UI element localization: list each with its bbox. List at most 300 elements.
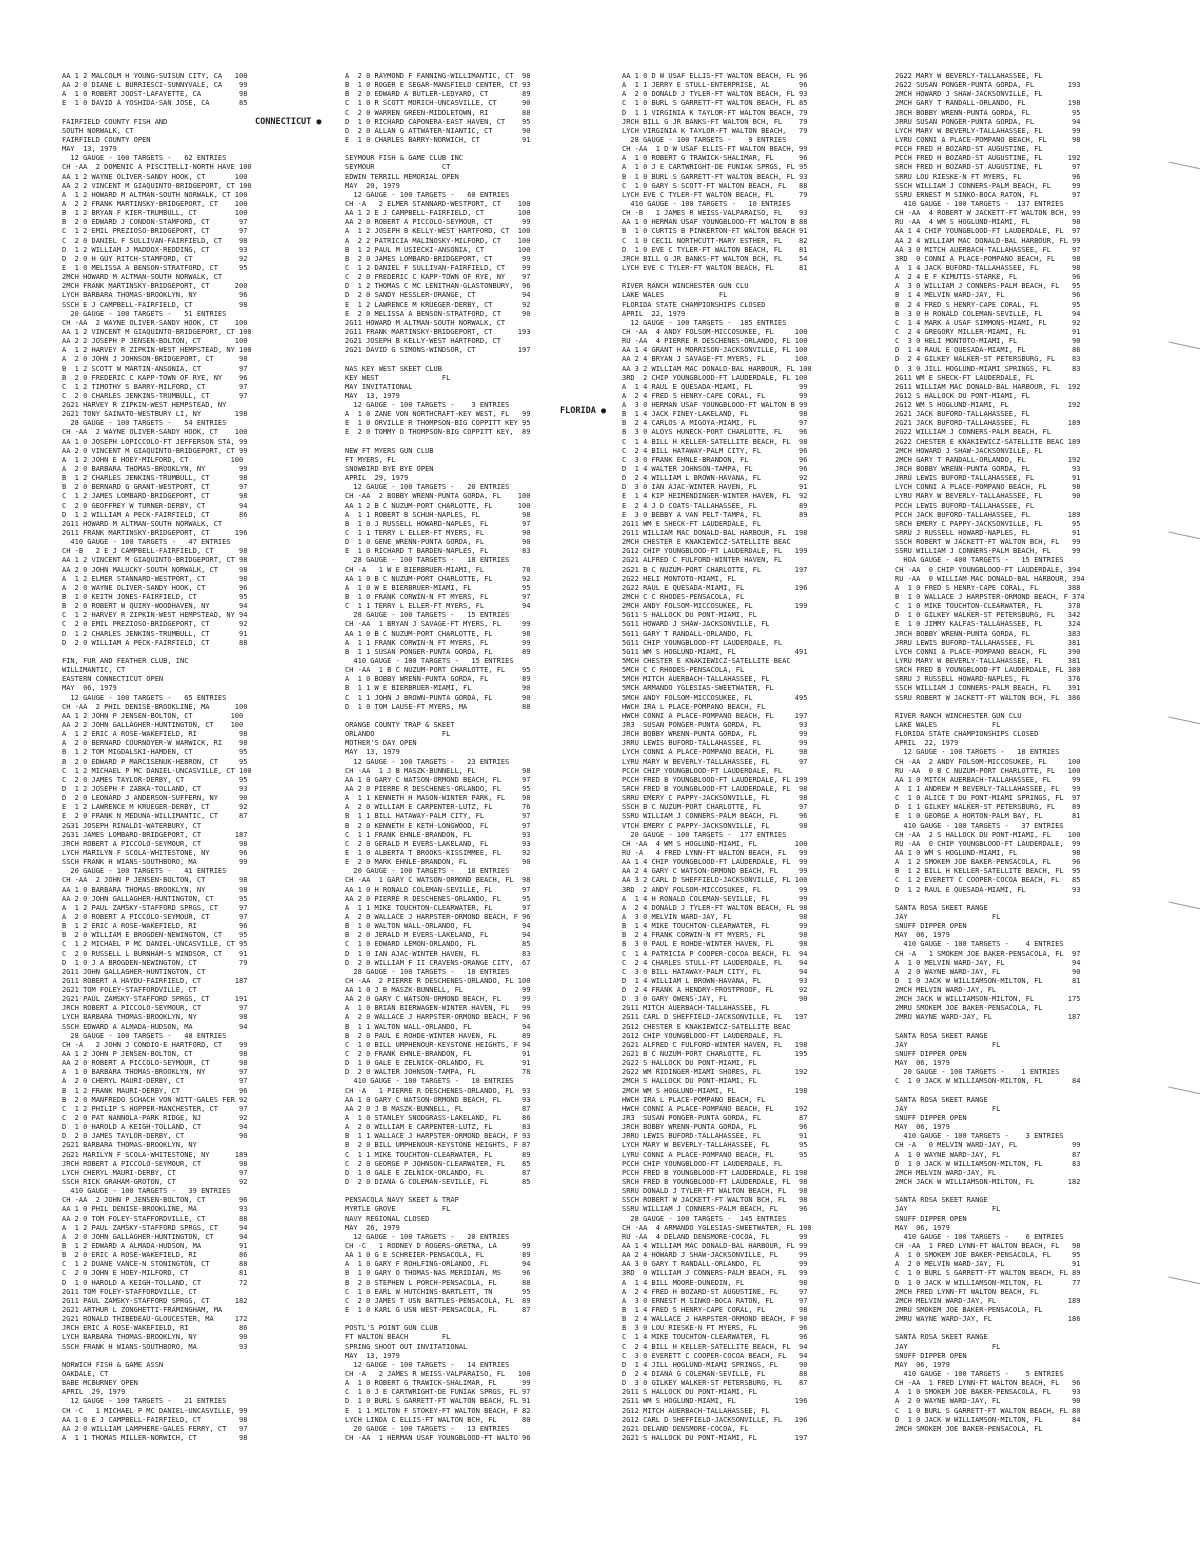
result-line: E 1 0 GEORGE A HORTON-PALM BAY, FL 81 (895, 812, 1081, 821)
result-line (895, 1187, 1163, 1196)
result-line: 5MCH ANDY FOLSOM-MICCOSUKEE, FL 495 (622, 693, 808, 702)
result-line: CH -AA 0 CHIP YOUNGBLOOD-FT LAUDERDALE, 394 (895, 565, 1081, 574)
result-line: SRCH EMERY C PAPPY-JACKSONVILLE, FL 95 (895, 519, 1081, 528)
result-line: SSRU WILLIAM J CONNERS-PALM BEACH, FL 96 (622, 1205, 808, 1214)
result-line: 2G21 TOM FOLEY-STAFFORDVILLE, CT (62, 986, 197, 995)
result-line: D 1 1 VIRGINIA K TAYLOR-FT WALTON BEACH, 79 (622, 108, 808, 117)
result-line: 5MCH C C RHODES-PENSACOLA, FL (622, 666, 745, 675)
result-line: LYRU MARY W BEVERLY-TALLAHASSEE, FL 381 (895, 657, 1081, 665)
result-line: A 1 2 JOHN E HOEY-MILFORD, CT 100 (62, 455, 244, 464)
result-line: D 1 1 GILKEY WALKER-ST PETERSBURG, FL 89 (895, 803, 1081, 812)
result-line: 2MCH JACK W WILLIAMSON-MILTON, FL 175 (895, 995, 1081, 1004)
result-line (345, 712, 613, 721)
result-line: AA 1 2 MALCOLM H YOUNG-SUISUN CITY, CA 100 (62, 72, 248, 80)
result-line: C 1 2 MICHAEL P MC DANIEL-UNCASVILLE, CT 100 (62, 766, 252, 775)
result-line: 410 GAUGE - 100 TARGETS - 5 ENTRIES (895, 1369, 1064, 1378)
result-line: 2G11 PAUL ZAMSKY-STAFFORD SPRGS, CT 182 (62, 1296, 248, 1305)
result-line: 410 GAUGE - 100 TARGETS - 3 ENTRIES (895, 1132, 1064, 1141)
result-line: E 1 0 ORVILLE R THOMPSON-BIG COPPITT KEY 95 (345, 419, 531, 428)
result-line: 410 GAUGE - 100 TARGETS - 10 ENTRIES (622, 199, 791, 208)
result-line: D 2 4 WILLIAM L BROWN-HAVANA, FL 92 (622, 474, 808, 483)
result-line: C 1 1 TERRY L ELLER-FT MYERS, FL 94 (345, 602, 531, 611)
result-line: 410 GAUGE - 100 TARGETS - 47 ENTRIES (62, 538, 231, 547)
result-line: AA 1 2 VINCENT M GIAQUINTO-BRIDGEPORT, CT 100 (62, 327, 252, 336)
result-line: LYCH BARBARA THOMAS-BROOKLYN, NY 96 (62, 291, 248, 300)
result-line: CH -A 2 ELMER STANNARD-WESTPORT, CT 100 (345, 199, 531, 208)
result-line: CH -AA 4 ROBERT W JACKETT-FT WALTON BCH, 99 (895, 209, 1081, 218)
result-line: D 2 0 DIANA G COLEMAN-SEVILLE, FL 85 (345, 1178, 531, 1187)
result-line: 2MCH FRANK MARTINSKY-BRIDGEPORT, CT 200 (62, 282, 248, 291)
result-line: C 2 4 GREGORY MILLER-MIAMI, FL 91 (895, 327, 1081, 336)
result-line: 28 GAUGE - 100 TARGETS - 9 ENTRIES (622, 135, 787, 144)
result-line: 2MCH MELVIN WARD-JAY, FL (895, 986, 997, 995)
result-line: 2MRU WAYNE WARD-JAY, FL 186 (895, 1315, 1081, 1324)
result-line: 2MCH HOWARD J SHAW-JACKSONVILLE, FL (895, 446, 1043, 455)
result-line (895, 895, 1163, 904)
result-line: MAY 06, 1979 (62, 684, 117, 693)
result-line: JAY FL (895, 1104, 1001, 1113)
result-line (345, 1315, 613, 1324)
result-line: JRRU SUSAN PONGER-PUNTA GORDA, FL 94 (895, 117, 1081, 126)
margin-mark (1168, 1086, 1200, 1095)
result-line: SSCH WILLIAM J CONNERS-PALM BEACH, FL 99 (895, 181, 1081, 190)
result-line: MAY 20, 1979 (345, 181, 400, 190)
result-line: E 1 0 JIMMY KALFAS-TALLAHASSEE, FL 324 (895, 620, 1081, 629)
result-line: D 1 4 WALTER JOHNSON-TAMPA, FL 96 (622, 465, 808, 474)
result-line: AA 3 0 GARY T RANDALL-ORLANDO, FL 99 (622, 1260, 808, 1269)
result-line: RU -AA 4 PIERRE R DESCHENES-ORLANDO, FL 100 (622, 337, 808, 346)
result-line: AA 1 4 CHIP YOUNGBLOOD-FT LAUDERDALE, FL 99 (622, 858, 808, 867)
result-line: A 1 1 JERRY E STULL-ENTERPRISE, AL 96 (622, 81, 808, 90)
result-line: AA 1 0 WM S HOGLUND-MIAMI, FL 98 (895, 848, 1081, 857)
result-line: C 2 0 GEORGE P JOHNSON-CLEARWATER, FL 85 (345, 1159, 531, 1168)
result-line: C 1 4 MIKE TOUCHTON-CLEARWATER, FL 96 (622, 1333, 808, 1342)
result-line: A 2 0 WAYNE OLIVER-SANDY HOOK, CT 96 (62, 583, 248, 592)
result-line: AA 1 0 B C NUZUM-PORT CHARLOTTE, FL 92 (345, 574, 531, 583)
result-line: 2G11 WILLIAM MAC DONALD-BAL HARBOUR, FL 198 (622, 529, 808, 538)
result-line: AA 1 0 B C NUZUM-PORT CHARLOTTE, FL 98 (345, 629, 531, 638)
result-line: MAY 06, 1979 (895, 1360, 950, 1369)
result-line: B 2 0 ROBERT W QUIRY-WOODHAVEN, NY 94 (62, 602, 248, 611)
result-line: 2G21 TONY SAINATO-WESTBURY LI, NY 198 (62, 410, 248, 419)
result-line: JAY FL (895, 1342, 1001, 1351)
result-line: A 1 4 H RONALD COLEMAN-SEVILLE, FL 99 (622, 894, 808, 903)
result-line: 2G21 B C NUZUM-PORT CHARLOTTE, FL 197 (622, 565, 808, 574)
result-line: 2G22 S HALLOCK DU PONT-MIAMI, FL (622, 1059, 757, 1068)
result-line: SSCH ROBERT W JACKETT-FT WALTON BCH, FL 99 (895, 538, 1081, 547)
result-line: C 1 0 BURL S GARRETT-FT WALTON BEACH, FL 89 (895, 1269, 1081, 1278)
result-line: 5G11 HOWARD J SHAW-JACKSONVILLE, FL (622, 620, 770, 629)
result-line: SANTA ROSA SKEET RANGE (895, 1196, 988, 1205)
margin-mark (1168, 901, 1200, 910)
result-line: CH -AA 1 FRED LYNN-FT WALTON BEACH, FL 96 (895, 1379, 1081, 1388)
result-line: NEW FT MYERS GUN CLUB (345, 446, 434, 455)
result-line: AA 1 0 G E SCHREIER-PENSACOLA, FL 89 (345, 1251, 531, 1260)
result-line: AA 1 0 BARBARA THOMAS-BROOKLYN, NY 98 (62, 885, 248, 894)
result-line: WILLIMANTIC, CT (62, 666, 126, 675)
result-line: LYCH EVE C TYLER-FT WALTON BEACH, FL 81 (622, 263, 808, 272)
result-line: HWCH CONNI A PLACE-POMPANO BEACH, FL 192 (622, 1104, 808, 1113)
result-line: SSCH WILLIAM J CONNERS-PALM BEACH, FL 391 (895, 684, 1081, 693)
result-line: C 2 0 FRANK EHNLE-BRANDON, FL 91 (345, 1050, 531, 1059)
result-line: C 3 0 HELI MONTOTO-MIAMI, FL 90 (895, 337, 1081, 346)
result-line: EASTERN CONNECTICUT OPEN (62, 675, 164, 684)
result-line: LYCH CONNI A PLACE-POMPANO BEACH, FL 98 (895, 483, 1081, 492)
result-line: C 2 0 JOHN E HOEY-MILFORD, CT 81 (62, 1269, 248, 1278)
result-line: 12 GAUGE - 100 TARGETS - 23 ENTRIES (345, 757, 510, 766)
result-line: AA 2 0 JOHN GALLAGHER-HUNTINGTON, CT 95 (62, 894, 248, 903)
result-line: BABE MCBURNEY OPEN (62, 1379, 138, 1388)
result-line: 3RD 0 CONNI A PLACE-POMPANO BEACH, FL 98 (895, 254, 1081, 263)
result-line: 2G21 RONALD THIBEDEAU-GLOUCESTER, MA 172 (62, 1315, 248, 1324)
result-line: A 2 0 WAYNE WARD-JAY, FL 90 (895, 967, 1081, 976)
result-line: 2MCH FRED LYNN-FT WALTON BEACH, FL (895, 1287, 1039, 1296)
result-line: SRRU LOU RIESKE-N FT MYERS, FL 96 (895, 172, 1081, 181)
result-line (622, 273, 890, 282)
result-line: SNOWBIRD BYE BYE OPEN (345, 465, 434, 474)
result-line: 3RD 2 CHIP YOUNGBLOOD-FT LAUDERDALE, FL 100 (622, 373, 808, 382)
result-line: MAY 06, 1979 (895, 931, 950, 940)
result-line: LYCH MARY W BEVERLY-TALLAHASSEE, FL 99 (895, 126, 1081, 135)
result-line: 2G22 WILLIAM J CONNERS-PALM BEACH, FL (895, 428, 1051, 437)
result-line: B 1 1 BILL HATAWAY-PALM CITY, FL 97 (345, 812, 531, 821)
result-line: 28 GAUGE - 100 TARGETS - 18 ENTRIES (345, 967, 510, 976)
result-line: C 1 0 MIKE TOUCHTON-CLEARWATER, FL 378 (895, 602, 1081, 611)
result-line: 12 GAUGE - 100 TARGETS - 65 ENTRIES (62, 693, 227, 702)
result-line: B 1 1 SUSAN PONGER-PUNTA GORDA, FL 89 (345, 647, 531, 656)
result-line: RIVER RANCH WINCHESTER GUN CLU (895, 711, 1022, 720)
result-line: AA 2 2 JOSEPH P JENSEN-BOLTON, CT 100 (62, 337, 248, 346)
result-line: 2G21 ARTHUR L ZONGHETTI-FRAMINGHAM, MA (62, 1305, 223, 1314)
result-line: C 2 4 CHARLES STULL-FT LAUDERDALE, FL 94 (622, 958, 808, 967)
result-line: 2G22 SUSAN PONGER-PUNTA GORDA, FL 193 (895, 81, 1081, 90)
margin-mark (1168, 341, 1200, 350)
result-line: D 2 0 JAMES TAYLOR-DERBY, CT 90 (62, 1132, 248, 1141)
result-line: AA 1 0 GARY C WATSON-ORMOND BEACH, FL 93 (345, 1095, 531, 1104)
result-line: AA 2 0 PIERRE R DESCHENES-ORLANDO, FL 95 (345, 784, 531, 793)
margin-mark (1168, 716, 1200, 725)
result-line: JRRU LEWIS BUFORD-TALLAHASSEE, FL 99 (622, 739, 808, 748)
result-line: B 2 0 JERALD M EVERS-LAKELAND, FL 94 (345, 931, 531, 940)
result-line: AA 2 0 ROBERT A PICCOLO-SEYMOUR, CT 99 (345, 218, 531, 227)
result-line: D 1 2 THOMAS C MC LENITHAN-GLASTONBURY, 96 (345, 282, 531, 291)
result-line: B 1 0 FRANK CORWIN-N FT MYERS, FL 97 (345, 593, 531, 602)
result-line: D 1 0 JACK W WILLIAMSON-MILTON, FL 84 (895, 1415, 1081, 1424)
result-line: CH -AA 2 WAYNE OLIVER-SANDY HOOK, CT 100 (62, 428, 248, 437)
result-line: SNUFF DIPPER OPEN (895, 1114, 967, 1123)
result-line: 20 GAUGE - 100 TARGETS - 177 ENTRIES (622, 830, 787, 839)
result-line: AA 1 0 H RONALD COLEMAN-SEVILLE, FL 97 (345, 885, 531, 894)
result-line: ORLANDO FL (345, 730, 451, 739)
result-line: LAKE WALES FL (895, 720, 1001, 729)
result-line: A 1 2 HARVEY R ZIPKIN-WEST HEMPSTEAD, NY 100 (62, 346, 252, 355)
result-line: JRRU LEWIS BUFORD-TALLAHASSEE, FL 91 (622, 1132, 808, 1141)
result-line: C 2 0 EMIL PREZIOSO-BRIDGEPORT, CT 92 (62, 620, 248, 629)
result-line: RU -AA 0 WILLIAM MAC DONALD-BAL HARBOUR, 394 (895, 574, 1085, 583)
result-line: CH -B 2 E J CAMPBELL-FAIRFIELD, CT 98 (62, 547, 248, 556)
result-line: CH -AA 2 WAYNE OLIVER-SANDY HOOK, CT 100 (62, 318, 248, 327)
result-line: A 1 2 PAUL ZAMSKY-STAFFORD SPRGS, CT 97 (62, 903, 248, 912)
result-line: 2MCH C C RHODES-PENSACOLA, FL (622, 593, 745, 602)
result-line: LYCH MARILYN F SCOLA-WHITESTONE, NY 96 (62, 848, 248, 857)
result-line: SSRU WILLIAM J CONNERS-PALM BEACH, FL 99 (895, 547, 1081, 556)
result-line: OAKDALE, CT (62, 1369, 109, 1378)
result-line: AA 2 4 WILLIAM MAC DONALD-BAL HARBOUR, FL 99 (895, 236, 1081, 245)
result-line: B 2 0 BERNARD G GRANT-WESTPORT, CT 97 (62, 483, 248, 492)
result-line: D 1 0 RICHARD CAPONERA-EAST HAVEN, CT 95 (345, 117, 531, 126)
result-line (345, 438, 613, 447)
result-line: SRRU J RUSSELL HOWARD-NAPLES, FL 376 (895, 675, 1081, 684)
result-line: FAIRFIELD COUNTY FISH AND (62, 117, 168, 126)
result-line: SANTA ROSA SKEET RANGE (895, 1031, 988, 1040)
result-line: HWCH IRA L PLACE-POMPANO BEACH, FL (622, 702, 766, 711)
results-column-2 (345, 72, 613, 1532)
result-line: B 1 0 J RUSSELL HOWARD-NAPLES, FL 97 (345, 519, 531, 528)
result-line: CH -AA 1 HERMAN USAF YOUNGBLOOD-FT WALTO 96 (345, 1433, 531, 1442)
result-line: MAY 13, 1979 (345, 1351, 400, 1360)
state-marker-connecticut: CONNECTICUT ● (255, 117, 322, 127)
result-line: PCCH JACK BUFORD-TALLAHASSEE, FL 189 (895, 510, 1081, 519)
result-line: AA 2 0 TOM FOLEY-STAFFORDVILLE, CT 88 (62, 1214, 248, 1223)
result-line: AA 1 2 WAYNE OLIVER-SANDY HOOK, CT 100 (62, 172, 248, 181)
result-line: D 3 0 JILL HOGLUND-MIAMI SPRINGS, FL 83 (895, 364, 1081, 373)
result-line: PCCH LEWIS BUFORD-TALLAHASSEE, FL (895, 501, 1035, 510)
results-column-4 (895, 72, 1163, 1532)
result-line: 12 GAUGE - 100 TARGETS - 20 ENTRIES (345, 483, 510, 492)
result-line: JR3 SUSAN PONGER-PUNTA GORDA, FL 93 (622, 720, 808, 729)
result-line: PCCH FRED B YOUNGBLOOD-FT LAUDERDALE, FL 198 (622, 1168, 808, 1177)
result-line: CH -AA 2 BOBBY WRENN-PUNTA GORDA, FL 100 (345, 492, 531, 501)
result-line: LYCH CONNI A PLACE-POMPANO BEACH, FL 98 (622, 748, 808, 757)
result-line: B 1 2 ERIC A ROSE-WAKEFIELD, RI 96 (62, 922, 248, 931)
result-line: MAY 13, 1979 (345, 748, 400, 757)
result-line: D 3 0 GILKEY WALKER-ST PETERSBURG, FL 87 (622, 1379, 808, 1388)
result-line: CH -A 1 PIERRE R DESCHENES-ORLANDO, FL 93 (345, 1086, 531, 1095)
result-line: B 2 0 EDWARD P MARCISENUK-HEBRON, CT 95 (62, 757, 248, 766)
result-line: A 1 0 BRIAN BIERWAGEN-WINTER HAVEN, FL 99 (345, 1004, 531, 1013)
result-line: E 2 0 FRANK N MEDUNA-WILLIMANTIC, CT 87 (62, 812, 248, 821)
result-line: C 1 0 BILL UMPHENOUR-KEYSTONE HEIGHTS, F 94 (345, 1040, 531, 1049)
result-line: JRCH BOBBY WRENN-PUNTA GORDA, FL 95 (895, 108, 1081, 117)
result-line: 28 GAUGE - 100 TARGETS - 145 ENTRIES (622, 1214, 787, 1223)
result-line: FT WALTON BEACH FL (345, 1333, 451, 1342)
result-line: C 2 0 WARREN GREEN-MIDDLETOWN, RI 88 (345, 108, 531, 117)
result-line: 12 GAUGE - 100 TARGETS - 14 ENTRIES (345, 1360, 510, 1369)
result-line: 2MCH CHESTER E KNAKIEWICZ-SATELLITE BEAC (622, 538, 791, 547)
result-line: E 1 2 LAWRENCE M KRUEGER-DERBY, CT 92 (62, 803, 248, 812)
result-line: B 1 1 W E BIERBRUER-MIAMI, FL 90 (345, 684, 531, 693)
result-line: SNUFF DIPPER OPEN (895, 1214, 967, 1223)
result-line: JAY FL (895, 1205, 1001, 1214)
result-line: D 1 0 EVE C TYLER-FT WALTON BEACH, FL 81 (622, 245, 808, 254)
result-line: AA 3 2 CARL D SHEFFIELD-JACKSONVILLE, FL 100 (622, 876, 808, 885)
result-line: 410 GAUGE - 100 TARGETS - 137 ENTRIES (895, 199, 1064, 208)
result-line: PCCH FRED B YOUNGBLOOD-FT LAUDERDALE, FL 199 (622, 775, 808, 784)
result-line: SRRU J RUSSELL HOWARD-NAPLES, FL 91 (895, 529, 1081, 538)
result-line: A 1 4 RAUL E QUESADA-MIAMI, FL 99 (622, 382, 808, 391)
result-line: C 1 1 TERRY L ELLER-FT MYERS, FL 90 (345, 529, 531, 538)
result-line: D 1 0 JACK W WILLIAMSON-MILTON, FL 83 (895, 1159, 1081, 1168)
result-line: A 3 0 WILLIAM J CONNERS-PALM BEACH, FL 95 (895, 282, 1081, 291)
result-line: 20 GAUGE - 100 TARGETS - 18 ENTRIES (345, 867, 510, 876)
result-line: SSCH ROBERT W JACKETT-FT WALTON BCH, FL 98 (622, 1196, 808, 1205)
results-column-3 (622, 72, 890, 1532)
result-line (895, 703, 1163, 712)
result-line: E 2 0 TOMMY D THOMPSON-BIG COPPITT KEY, 89 (345, 428, 531, 437)
result-line: AA 2 2 JOHN GALLAGHER-HUNTINGTON, CT 100 (62, 720, 244, 729)
result-line: A 1 0 BARBARA THOMAS-BROOKLYN, NY 97 (62, 1068, 248, 1077)
result-line: 2G12 CHIP YOUNGBLOOD-FT LAUDERDALE, FL 199 (622, 547, 808, 556)
result-line: 410 GAUGE - 100 TARGETS - 18 ENTRIES (345, 1077, 514, 1086)
result-line: A 1 0 SMOKEM JOE BAKER-PENSACOLA, FL 95 (895, 1251, 1081, 1260)
result-line: 3RD 0 WILLIAM J CONNERS-PALM BEACH, FL 99 (622, 1269, 808, 1278)
result-line: 2G11 FRANK MARTINSKY-BRIDGEPORT, CT 193 (345, 327, 531, 336)
result-line: RU -AA 4 DELAND DENSMORE-COCOA, FL 99 (622, 1232, 808, 1241)
result-line: 2MCH ANDY FOLSOM-MICCOSUKEE, FL 199 (622, 602, 808, 611)
result-line: D 1 4 JILL HOGLUND-MIAMI SPRINGS, FL 90 (622, 1360, 808, 1369)
result-line (895, 1023, 1163, 1032)
result-line: MOTHER'S DAY OPEN (345, 739, 417, 748)
result-line: A 2 0 DONALD J TYLER-FT WALTON BEACH, FL 93 (622, 90, 808, 99)
result-line: D 1 0 GALE E ZELNICK-ORLANDO, FL 91 (345, 1059, 531, 1068)
result-line: AA 2 0 PIERRE R DESCHENES-ORLANDO, FL 95 (345, 894, 531, 903)
result-line: B 2 0 WILLIAM E BROGDEN-NEWINGTON, CT 95 (62, 931, 248, 940)
result-line: B 2 0 STEPHEN L PORCH-PENSACOLA, FL 88 (345, 1278, 531, 1287)
result-line: AA 2 0 JOHN MALUCKY-SOUTH NORWALK, CT 98 (62, 565, 248, 574)
result-line: D 2 0 H GUY RITCH-STAMFORD, CT 92 (62, 254, 248, 263)
result-line: A 2 2 PATRICIA MALINOSKY-MILFORD, CT 100 (345, 236, 531, 245)
result-line: D 1 0 GENE WRENN-PUNTA GORDA, FL 90 (345, 538, 531, 547)
result-line: 2MCH WM S HOGLUND-MIAMI, FL 198 (622, 1086, 808, 1095)
result-line: 2G11 CARL D SHEFFIELD-JACKSONVILLE, FL 197 (622, 1013, 808, 1022)
result-line: C 3 0 EVERETT C COOPER-COCOA BEACH, FL 94 (622, 1351, 808, 1360)
result-line (62, 648, 330, 657)
result-line: CH -AA 1 FRED LYNN-FT WALTON BEACH, FL 98 (895, 1242, 1081, 1250)
result-line: LYRU MARY W BEVERLY-TALLAHASSEE, FL 90 (895, 492, 1081, 501)
result-line: MAY INVITATIONAL (345, 382, 413, 391)
result-line: A 2 0 ROBERT A PICCOLO-SEYMOUR, CT 97 (62, 912, 248, 921)
result-line: 2G11 TOM FOLEY-STAFFORDVILLE, CT (62, 1287, 197, 1296)
result-line: 2G21 JACK BUFORD-TALLAHASSEE, FL (895, 410, 1030, 419)
result-line: SRCH FRED B YOUNGBLOOD-FT LAUDERDALE, FL 98 (622, 1178, 808, 1187)
result-line: 2G31 JOSEPH RINALDI-WATERBURY, CT (62, 821, 202, 830)
result-line: A 1 2 SMOKEM JOE BAKER-PENSACOLA, FL 96 (895, 858, 1081, 867)
result-line: D 1 0 GALE E ZELNICK-ORLANDO, FL 87 (345, 1168, 531, 1177)
result-line: A 2 4 FRED H BOZARD-ST AUGUSTINE, FL 97 (622, 1287, 808, 1296)
result-line: A 1 0 STANLEY SNODGRASS-LAKELAND, FL 86 (345, 1114, 531, 1123)
result-line: 2G11 JOHN GALLAGHER-HUNTINGTON, CT (62, 967, 206, 976)
result-line: B 1 4 JACK FINEY-LAKELAND, FL 98 (622, 410, 808, 419)
result-line: C 1 1 FRANK EHNLE-BRANDON, FL 93 (345, 830, 531, 839)
result-line: AA 2 0 GARY C WATSON-ORMOND BEACH, FL 99 (345, 995, 531, 1004)
result-line: D 3 0 IAN AJAC-WINTER HAVEN, FL 91 (622, 483, 808, 492)
result-line: 2G21 JACK BUFORD-TALLAHASSEE, FL 189 (895, 419, 1081, 428)
result-line: CH -AA 4 ANDY FOLSOM-MICCOSUKEE, FL 100 (622, 327, 808, 336)
result-line: JRCH BOBBY WRENN-PUNTA GORDA, FL 383 (895, 629, 1081, 638)
result-line: B 1 0 CURTIS B PINKERTON-FT WALTON BEACH 91 (622, 227, 808, 236)
result-line: A 1 0 ROBERT G TRAWICK-SHALIMAR, FL 99 (345, 1379, 531, 1388)
result-line: C 1 2 DUANE VANCE-N STONINGTON, CT 88 (62, 1260, 248, 1269)
result-line: KEY WEST FL (345, 373, 451, 382)
result-line: E 1 2 LAWRENCE M KRUEGER-DERBY, CT 92 (345, 300, 531, 309)
result-line: E 1 0 RICHARD T BARDEN-NAPLES, FL 83 (345, 547, 531, 556)
result-line: PCCH CHIP YOUNGBLOOD-FT LAUDERDALE, FL (622, 766, 783, 775)
result-line: A 2 0 JOHN J JOHNSON-BRIDGEPORT, CT 98 (62, 355, 248, 364)
result-line: B 3 0 LOU RIESKE-N FT MYERS, FL 96 (622, 1324, 808, 1333)
result-line: B 1 2 FRANK MAURI-DERBY, CT 96 (62, 1086, 248, 1095)
result-line: CH -AA 4 ARMANDO YGLESIAS-SWEETWATER, FL 100 (622, 1223, 812, 1232)
result-line: 2G12 CHIP YOUNGBLOOD-FT LAUDERDALE, FL (622, 1031, 783, 1040)
result-line: JAY FL (895, 912, 1001, 921)
result-line: APRIL 29, 1979 (345, 474, 409, 483)
result-line: SOUTH NORWALK, CT (62, 126, 134, 135)
result-line: LYCH BARBARA THOMAS-BROOKLYN, NY 90 (62, 1333, 248, 1342)
result-line: FT MYERS, FL (345, 455, 396, 464)
result-line: B 1 2 BRYAN F KIER-TRUMBULL, CT 100 (62, 209, 248, 218)
result-line: JRRU LEWIS BUFORD-TALLAHASSEE, FL 91 (895, 474, 1081, 483)
result-line: CH -AA 2 PIERRE R DESCHENES-ORLANDO, FL 100 (345, 976, 531, 985)
result-line: D 1 0 HAROLD A KEIGH-TOLLAND, CT 72 (62, 1278, 248, 1287)
result-line: SEYMOUR CT (345, 163, 451, 172)
result-line: C 1 0 EDWARD LEMON-ORLANDO, FL 85 (345, 940, 531, 949)
result-line: MYRTLE GROVE FL (345, 1205, 451, 1214)
result-line: AA 2 4 GARY C WATSON-ORMOND BEACH, FL 99 (622, 867, 808, 876)
result-line: 2G21 DAVID G SIMONS-WINDSOR, CT 197 (345, 346, 531, 355)
result-line: B 2 0 FREDERIC C KAPP-TOWN OF RYE, NY 96 (62, 373, 248, 382)
result-line: AA 1 4 WILLIAM MAC DONALD-BAL HARBOUR, FL 99 (622, 1242, 808, 1250)
result-line: C 1 2 MICHAEL P MC DANIEL-UNCASVILLE, CT 95 (62, 940, 248, 949)
result-line: 28 GAUGE - 100 TARGETS - 18 ENTRIES (345, 556, 510, 565)
result-line: SSCH FRANK H WIANS-SOUTHBORO, MA 99 (62, 858, 248, 867)
result-line: AA 3 0 MITCH AUERBACH-TALLAHASSEE, FL 97 (895, 245, 1081, 254)
result-line: LYRU CONNI A PLACE-POMPANO BEACH, FL 98 (895, 135, 1081, 144)
result-line: A 1 0 W E BIERBRUER-MIAMI, FL 95 (345, 583, 531, 592)
result-line: 2G12 S HALLOCK DU PONT-MIAMI, FL (895, 391, 1030, 400)
result-line: POSTL'S POINT GUN CLUB (345, 1324, 438, 1333)
result-line: JRCH BILL G JR BANKS-FT WALTON BCH, FL 54 (622, 254, 808, 263)
margin-mark (1168, 161, 1200, 170)
result-line: B 1 1 WALTON WALL-ORLANDO, FL 94 (345, 1022, 531, 1031)
result-line: LYCH BARBARA THOMAS-BROOKLYN, NY 98 (62, 1013, 248, 1022)
result-line: C 2 0 GERALD M EVERS-LAKELAND, FL 93 (345, 839, 531, 848)
result-line: 2G11 WM E SHECK-FT LAUDERDALE, FL (622, 519, 762, 528)
result-line: E 2 0 MARK EHNLE-BRANDON, FL 90 (345, 858, 531, 867)
result-line: C 1 2 HARVEY R ZIPKIN-WEST HEMPSTEAD, NY 94 (62, 611, 248, 620)
result-line: 2G22 CHESTER E KNAKIEWICZ-SATELLITE BEAC 189 (895, 437, 1081, 446)
result-line: 2G11 FRANK MARTINSKY-BRIDGEPORT, CT 196 (62, 529, 248, 538)
result-line: 2G21 S HALLOCK DU PONT-MIAMI, FL 197 (622, 1433, 808, 1442)
result-line: C 1 1 MIKE TOUCHTON-CLEARWATER, FL 89 (345, 1150, 531, 1159)
result-line: 2G12 CARL D SHEFFIELD-JACKSONVILLE, FL 196 (622, 1415, 808, 1424)
result-line: 2MRU SMOKEM JOE BAKER-PENSACOLA, FL (895, 1305, 1043, 1314)
result-line: A 2 0 MELVIN WARD-JAY, FL 91 (895, 1260, 1081, 1269)
result-line: A 1 2 PAUL ZAMSKY-STAFFORD SPRGS, CT 94 (62, 1223, 248, 1232)
result-line: SSCH E J CAMPBELL-FAIRFIELD, CT 98 (62, 300, 248, 309)
result-line: 2G22 MARY W BEVERLY-TALLAHASSEE, FL (895, 72, 1043, 80)
result-line: SANTA ROSA SKEET RANGE (895, 1095, 988, 1104)
result-line: JRCH ROBERT A PICCOLO-SEYMOUR, CT 98 (62, 839, 248, 848)
result-line: 2G31 JAMES LOMBARD-BRIDGEPORT, CT 187 (62, 830, 248, 839)
result-line: 2G21 PAUL ZAMSKY-STAFFORD SPRGS, CT 191 (62, 995, 248, 1004)
result-line: B 2 0 PAUL E ROHDE-WINTER HAVEN, FL 89 (345, 1031, 531, 1040)
result-line: MAY 06, 1979 (895, 1123, 950, 1132)
result-line: 2MCH GARY T RANDALL-ORLANDO, FL 198 (895, 99, 1081, 108)
result-line: B 2 0 KENNETH E KETH-LONGWOOD, FL 97 (345, 821, 531, 830)
result-line: C 1 0 BURL S GARRETT-FT WALTON BEACH, FL 85 (622, 99, 808, 108)
result-line: A 1 1 FRANK CORWIN-N FT MYERS, FL 99 (345, 638, 531, 647)
result-line: D 3 0 GARY OWENS-JAY, FL 90 (622, 995, 808, 1004)
result-line: B 1 2 TOM MIGDALSKI-HAMDEN, CT 95 (62, 748, 248, 757)
